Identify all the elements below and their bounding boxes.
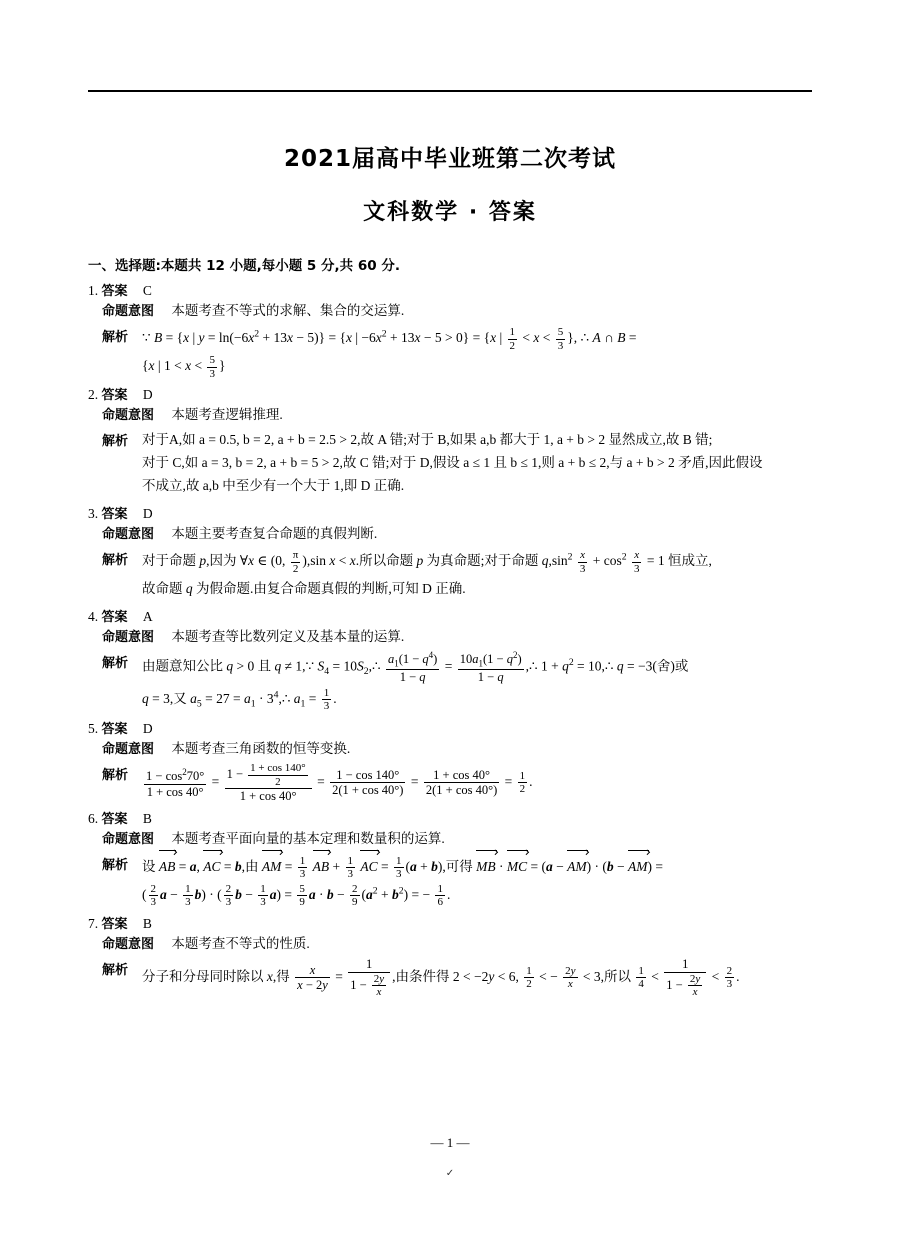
- page-number: — 1 —: [430, 1135, 470, 1150]
- solution-text-line: 对于A,如 a = 0.5, b = 2, a + b = 2.5 > 2,故 A 错;对于 B,如果 a,b 都大于 1, a + b > 2 显然成立,故 B 错;: [142, 432, 713, 448]
- answer-value: D: [142, 387, 153, 403]
- question-block-6: [88, 808, 812, 909]
- intent-line: [102, 934, 812, 955]
- solution-body: [142, 428, 812, 499]
- intent-line: [102, 405, 812, 426]
- answer-value: D: [142, 720, 153, 736]
- question-block-1: [88, 280, 812, 380]
- solution-line: [102, 650, 812, 714]
- answer-label: 答案: [101, 721, 128, 737]
- intent-line: [102, 627, 812, 648]
- question-number: 3.: [88, 506, 99, 522]
- intent-text: 本题考查等比数列定义及基本量的运算.: [171, 629, 405, 645]
- solution-line: [102, 324, 812, 380]
- solution-line: [102, 762, 812, 804]
- section-heading: 一、选择题:本题共 12 小题,每小题 5 分,共 60 分.: [88, 258, 400, 274]
- intent-line: [102, 301, 812, 322]
- intent-line: [102, 829, 812, 850]
- answer-label: 答案: [101, 388, 128, 404]
- question-number: 7.: [88, 916, 99, 931]
- question-number: 6.: [88, 810, 99, 826]
- question-block-5: [88, 718, 812, 804]
- answer-value: D: [142, 506, 153, 522]
- solution-label: 解析: [102, 553, 129, 569]
- header-rule: [88, 90, 812, 92]
- intent-text: 本题考查不等式的求解、集合的交运算.: [171, 303, 405, 318]
- answer-label: 答案: [101, 507, 128, 523]
- solution-label: 解析: [102, 857, 129, 873]
- question-number: 4.: [88, 609, 99, 625]
- page-title: 2021届高中毕业班第二次考试: [283, 146, 616, 172]
- question-number: 2.: [88, 387, 99, 403]
- answer-value: C: [142, 283, 152, 298]
- solution-text-line: 对于 C,如 a = 3, b = 2, a + b = 5 > 2,故 C 错;对于 D,假设 a ≤ 1 且 b ≤ 1,则 a + b ≤ 2,与 a + b > 2 矛盾,因此假设: [142, 455, 763, 471]
- solution-line: [102, 547, 812, 602]
- solution-body: 分子和分母同时除以 x,得 $\frac{x}{x - 2y}$ = 1 1 − $\frac{2y}{x}$ ,由条件得 2 < −2y < 6, $\frac{1}{2}$ < − $\frac{2y}{x}$ < 3,所以 $\frac{1}{4}$ < 1 1 − $\frac{2y}{x}$ < $\frac{2}{3}$ .: [142, 957, 740, 999]
- intent-text: 本题考查逻辑推理.: [171, 407, 283, 423]
- solution-body: 设 AB = a, AC = b,由 AM = $\frac{1}{3}$ AB + $\frac{1}{3}$ AC = $\frac{1}{3}$ (a + b),可得 MB · MC = (a − AM) · (b − AM) = ( $\frac{2}{3}$ a − $\frac{1}{3}$ b) · ( $\frac{2}{3}$ b − $\frac{1}{3}$ a) = $\frac{5}{9}$ a · b − $\frac{2}{9}$ $(a^2 + b^2)$ = − $\frac{1}{6}$ .: [142, 852, 812, 909]
- footer-mark: ✓: [445, 1168, 455, 1179]
- answer-label: 答案: [101, 917, 128, 932]
- solution-body: 对于命题 p,因为 ∀x ∈ (0, $\frac{\pi}{2}$ ),sin x < x.所以命题 p 为真命题;对于命题 $q,\sin^2$ $\frac{x}{3}$ + $\cos^2$ $\frac{x}{3}$ = 1 恒成立, 故命题 q 为假命题.由复合命题真假的判断,可知 D 正确.: [142, 549, 712, 597]
- intent-label: 命题意图: [102, 527, 155, 543]
- intent-line: [102, 739, 812, 760]
- solution-label: 解析: [102, 330, 129, 346]
- solution-text-line: 不成立,故 a,b 中至少有一个大于 1,即 D 正确.: [142, 478, 405, 494]
- page-subtitle: 文科数学 · 答案: [363, 200, 537, 225]
- question-number: 5.: [88, 720, 99, 736]
- answer-line: [88, 808, 812, 827]
- solution-line: [102, 852, 812, 909]
- answer-value: A: [142, 609, 153, 625]
- intent-line: [102, 524, 812, 545]
- intent-text: 本题主要考查复合命题的真假判断.: [171, 526, 378, 542]
- answer-label: 答案: [101, 284, 128, 299]
- intent-label: 命题意图: [102, 304, 155, 319]
- question-block-4: [88, 606, 812, 714]
- answer-line: [88, 606, 812, 625]
- intent-label: 命题意图: [102, 630, 155, 646]
- solution-line: [102, 428, 812, 499]
- intent-text: 本题考查平面向量的基本定理和数量积的运算.: [171, 830, 445, 846]
- intent-text: 本题考查三角函数的恒等变换.: [171, 740, 351, 756]
- solution-body: ∵ B = {x | $y = \ln(-6x^2 + 13x - 5)\} = \{x$ | $-6x^2 + 13x - 5 > 0\} = \{x$ | $\frac{1}{2}$ < x < $\frac{5}{3}$ }, ∴ A ∩ B = {x | 1 < x < $\frac{5}{3}$ }: [142, 325, 637, 380]
- answer-line: [88, 384, 812, 403]
- answer-value: B: [142, 810, 152, 826]
- solution-body: $\frac{1 - \cos^270^\circ}{1 + \cos 40^\circ}$ = 1 − $\frac{1 + \cos 140^\circ}{2}$ 1 + cos 40° = $\frac{1 - \cos 140^\circ}{2(1 + \cos 40^\circ)}$ = $\frac{1 + \cos 40^\circ}{2(1 + \cos 40^\circ)}$ = $\frac{1}{2}$ .: [146, 762, 533, 804]
- question-number: 1.: [88, 283, 99, 298]
- intent-text: 本题考查不等式的性质.: [171, 936, 310, 951]
- solution-label: 解析: [102, 434, 129, 450]
- solution-label: 解析: [102, 768, 129, 784]
- intent-label: 命题意图: [102, 408, 155, 424]
- answer-line: [88, 503, 812, 522]
- intent-label: 命题意图: [102, 741, 155, 757]
- solution-body: 由题意知公比 q > 0 且 q ≠ 1,∵ $S_4$ = $10S_2,\therefore$ $\frac{a_1(1 - q^4)}{1 - q}$ = $\frac{10a_1(1 - q^2)}{1 - q}$ ,∴ $1 + q^2$ = 10,∴ q = −3(舍)或 q = 3,又 $a_5 = 27 = a_1$ · $3^4,\therefore$ $a_1$ = $\frac{1}{3}$ .: [142, 650, 689, 713]
- question-block-3: [88, 503, 812, 602]
- answer-value: B: [142, 916, 152, 931]
- answer-line: [88, 280, 812, 299]
- answer-label: 答案: [101, 811, 128, 827]
- page-content: [88, 140, 812, 1002]
- intent-label: 命题意图: [102, 831, 155, 847]
- answer-label: 答案: [101, 610, 128, 626]
- solution-label: 解析: [102, 963, 129, 979]
- answer-line: [88, 913, 812, 932]
- question-block-2: [88, 384, 812, 499]
- question-block-7: [88, 913, 812, 999]
- solution-line: [102, 957, 812, 999]
- solution-label: 解析: [102, 656, 129, 672]
- answer-line: [88, 718, 812, 737]
- intent-label: 命题意图: [102, 937, 155, 952]
